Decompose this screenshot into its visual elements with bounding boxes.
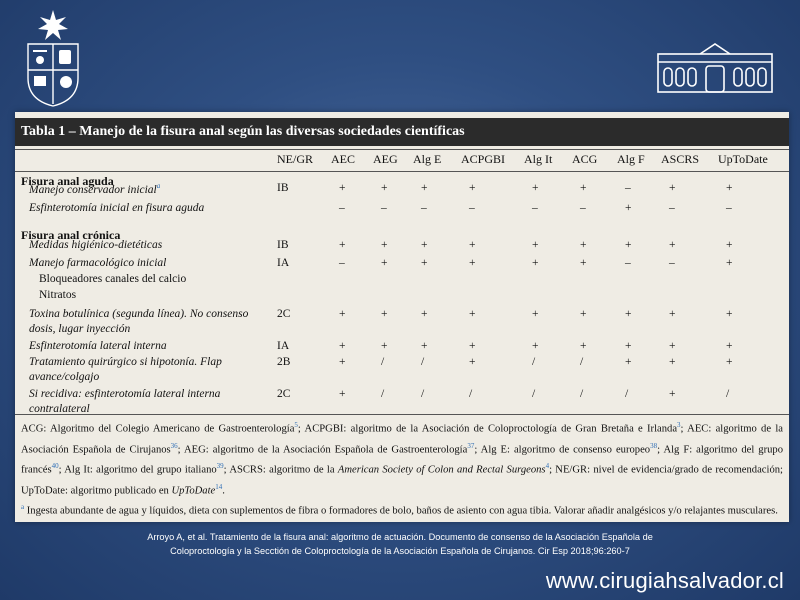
table-cell: – bbox=[469, 202, 475, 214]
table-cell: + bbox=[381, 239, 388, 251]
column-header: NE/GR bbox=[277, 152, 313, 166]
consensus-table bbox=[15, 112, 789, 522]
table-cell: + bbox=[532, 308, 539, 320]
table-cell: + bbox=[669, 340, 676, 352]
table-cell: / bbox=[532, 388, 536, 400]
table-cell: – bbox=[381, 202, 387, 214]
table-cell: + bbox=[625, 308, 632, 320]
table-cell: + bbox=[726, 340, 733, 352]
table-cell: + bbox=[625, 239, 632, 251]
table-cell: IB bbox=[277, 239, 289, 251]
column-header: UpToDate bbox=[718, 152, 768, 166]
table-cell: + bbox=[532, 340, 539, 352]
table-cell: + bbox=[726, 257, 733, 269]
table-cell: + bbox=[339, 388, 346, 400]
table-cell: + bbox=[580, 182, 587, 194]
table-cell: IA bbox=[277, 257, 290, 269]
table-row-label: Toxina botulínica (segunda línea). No consenso bbox=[29, 308, 249, 320]
table-cell: + bbox=[669, 239, 676, 251]
table-cell: + bbox=[421, 239, 428, 251]
table-row-label-cont: dosis, lugar inyección bbox=[29, 323, 131, 335]
table-cell: – bbox=[421, 202, 427, 214]
table-cell: + bbox=[580, 308, 587, 320]
table-cell: + bbox=[580, 239, 587, 251]
table-cell: – bbox=[580, 202, 586, 214]
table-cell: / bbox=[421, 388, 425, 400]
table-row-label: Manejo conservador inicial$^a$ bbox=[29, 182, 161, 196]
table-cell: 2B bbox=[277, 356, 291, 368]
table-cell: + bbox=[469, 356, 476, 368]
section-fisura-cronica: Fisura anal crónica bbox=[21, 228, 121, 242]
table-cell: + bbox=[726, 308, 733, 320]
table-cell: + bbox=[469, 340, 476, 352]
table-footnotes: ACG: Algoritmo del Colegio Americano de Gastroenterología$^5$; ACPGBI: algoritmo de la Asociación de Coloproctología de Gran Bretaña e Irlanda$^3$; AEC: algoritmo de la Asociación Española de Cirujanos$^{36}$; AEG: algoritmo de la Asociación Española de Gastroenterología$^{37}$; Alg E: algoritmo de consenso europeo$^{38}$; Alg F: algoritmo del grupo francés$^{40}$; Alg It: algoritmo del grupo italiano$^{39}$; ASCRS: algoritmo de la American Society of Colon and Rectal Surgeons$^4$; NE/GR: nivel de evidencia/grado de recomendación; UpToDate: algoritmo publicado en UpToDate$^{14}$. $^a$ Ingesta abundante de agua y líquidos, dieta con suplementos de fibra o formadores de bolo, baños de asiento con agua tibia. Valorar añadir analgésicos y/o relajantes musculares. bbox=[21, 421, 783, 517]
table-cell: + bbox=[381, 182, 388, 194]
section-fisura-aguda: Fisura anal aguda bbox=[21, 174, 114, 188]
table-cell: + bbox=[339, 340, 346, 352]
table-cell: / bbox=[421, 356, 425, 368]
table-cell: / bbox=[580, 356, 584, 368]
table-row-label: Manejo farmacológico inicial bbox=[29, 257, 167, 269]
table-cell: + bbox=[625, 356, 632, 368]
table-cell: + bbox=[580, 340, 587, 352]
table-cell: + bbox=[625, 340, 632, 352]
column-header: ACPGBI bbox=[461, 152, 506, 166]
table-cell: + bbox=[669, 356, 676, 368]
table-cell: + bbox=[421, 308, 428, 320]
table-cell: – bbox=[669, 257, 675, 269]
column-header: AEC bbox=[331, 152, 355, 166]
table-cell: + bbox=[669, 308, 676, 320]
table-row-label-cont: contralateral bbox=[29, 403, 90, 415]
table-row-label: Esfinterotomía inicial en fisura aguda bbox=[29, 202, 205, 214]
table-row-label: Esfinterotomía lateral interna bbox=[29, 340, 167, 352]
table-cell: – bbox=[339, 257, 345, 269]
table-cell: + bbox=[339, 182, 346, 194]
table-cell: / bbox=[532, 356, 536, 368]
table-cell: + bbox=[469, 239, 476, 251]
table-cell: + bbox=[381, 308, 388, 320]
website-url[interactable]: www.cirugiahsalvador.cl bbox=[545, 568, 784, 593]
table-cell: IA bbox=[277, 340, 290, 352]
table-cell: + bbox=[669, 388, 676, 400]
table-cell: + bbox=[726, 182, 733, 194]
table-row-label: Tratamiento quirúrgico si hipotonía. Flap bbox=[29, 356, 222, 368]
column-header: Alg E bbox=[413, 152, 442, 166]
column-header: Alg F bbox=[617, 152, 645, 166]
table-cell: + bbox=[726, 356, 733, 368]
table-cell: – bbox=[669, 202, 675, 214]
table-row-label: Si recidiva: esfinterotomía lateral interna bbox=[29, 388, 221, 400]
table-row-label: Nitratos bbox=[39, 289, 77, 301]
table-cell: IB bbox=[277, 182, 289, 194]
table-cell: / bbox=[469, 388, 473, 400]
table-cell: + bbox=[469, 257, 476, 269]
header-top-rule bbox=[15, 149, 789, 150]
table-cell: 2C bbox=[277, 388, 291, 400]
table-cell: / bbox=[625, 388, 629, 400]
citation-text: Arroyo A, et al. Tratamiento de la fisura anal: algoritmo de actuación. Documento de consenso de la Asociación Española de Coloproctología y la Secctión de Coloproctología de la Asociación Española de Cirujanos. Cir Esp 2018;96:260-7 bbox=[147, 532, 653, 556]
table-cell: + bbox=[421, 340, 428, 352]
column-header: Alg It bbox=[524, 152, 553, 166]
hospital-building-logo bbox=[656, 40, 774, 94]
table-cell: 2C bbox=[277, 308, 291, 320]
table-cell: – bbox=[726, 202, 732, 214]
table-cell: / bbox=[580, 388, 584, 400]
table-cell: + bbox=[580, 257, 587, 269]
table-cell: + bbox=[532, 257, 539, 269]
table-cell: + bbox=[532, 239, 539, 251]
table-cell: – bbox=[625, 257, 631, 269]
table-row-label-cont: avance/colgajo bbox=[29, 371, 100, 383]
table-cell: + bbox=[532, 182, 539, 194]
table-cell: + bbox=[669, 182, 676, 194]
table-cell: + bbox=[339, 239, 346, 251]
footer-rule bbox=[15, 414, 789, 415]
table-cell: – bbox=[339, 202, 345, 214]
table-cell: + bbox=[469, 182, 476, 194]
table-row-label: Medidas higiénico-dietéticas bbox=[29, 239, 163, 251]
university-crest-logo bbox=[22, 8, 84, 108]
table-cell: + bbox=[421, 182, 428, 194]
table-cell: + bbox=[339, 308, 346, 320]
column-header: ASCRS bbox=[661, 152, 700, 166]
table-cell: + bbox=[726, 239, 733, 251]
column-header: ACG bbox=[572, 152, 598, 166]
column-header: AEG bbox=[373, 152, 398, 166]
table-cell: – bbox=[625, 182, 631, 194]
header-bottom-rule bbox=[15, 171, 789, 172]
table-cell: + bbox=[625, 202, 632, 214]
table-title: Tabla 1 – Manejo de la fisura anal según las diversas sociedades científicas bbox=[15, 118, 789, 146]
table-cell: + bbox=[469, 308, 476, 320]
table-cell: + bbox=[339, 356, 346, 368]
table-cell: + bbox=[381, 340, 388, 352]
table-cell: – bbox=[532, 202, 538, 214]
table-cell: + bbox=[421, 257, 428, 269]
table-row-label: Bloqueadores canales del calcio bbox=[39, 273, 187, 285]
table-cell: / bbox=[381, 356, 385, 368]
table-cell: + bbox=[381, 257, 388, 269]
table-cell: / bbox=[381, 388, 385, 400]
table-cell: / bbox=[726, 388, 730, 400]
